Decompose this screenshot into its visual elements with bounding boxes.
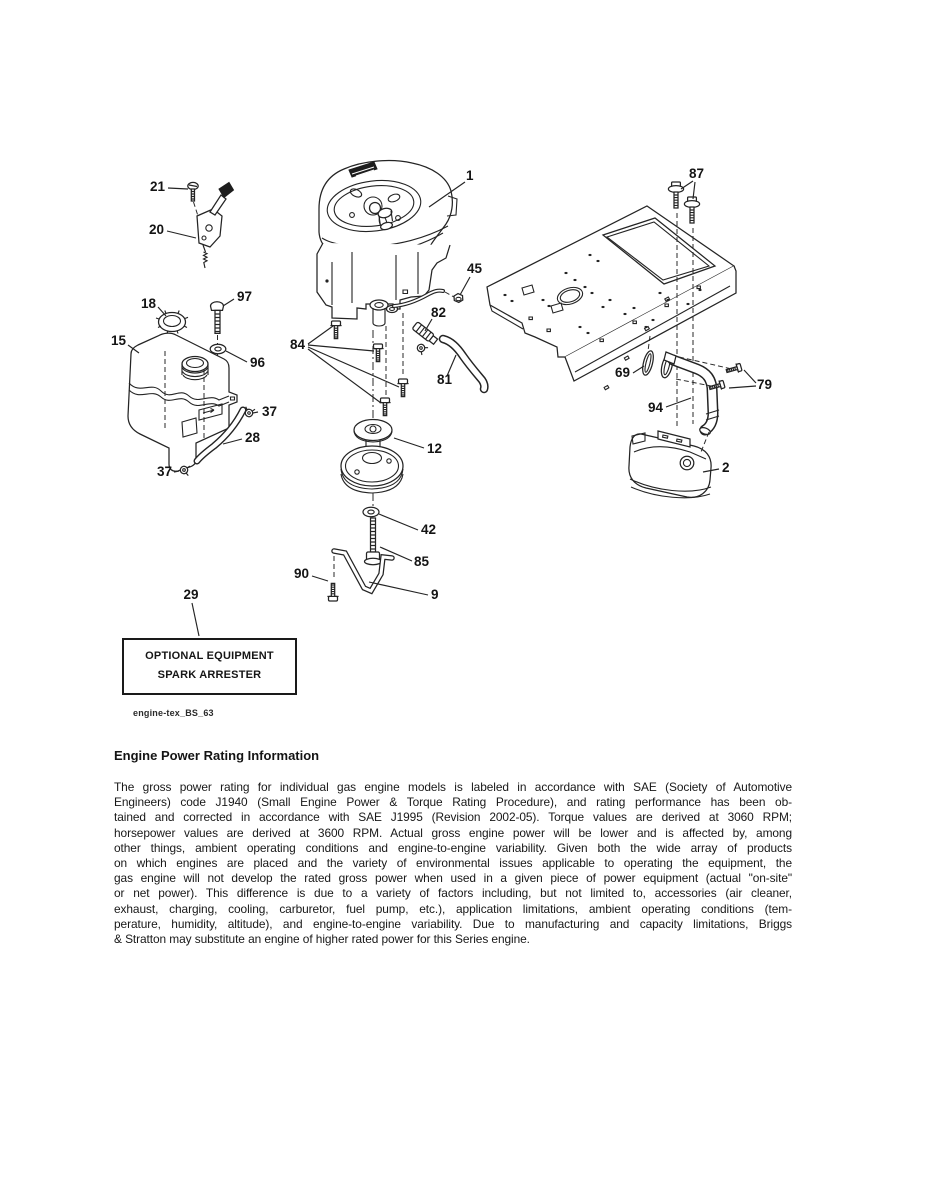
- paragraph-line: & Stratton may substitute an engine of higher rated power for this Series engine.: [114, 931, 530, 946]
- figure-caption: engine-tex_BS_63: [133, 708, 214, 718]
- callout-85: 85: [414, 554, 430, 569]
- engine-drawing: [317, 161, 484, 421]
- optional-equipment-box: [122, 638, 297, 695]
- paragraph-line: other things, ambient operating conditions and engine-to-engine variability. Given both the wide array of products: [114, 840, 792, 855]
- paragraph-line: exhaust, charging, cooling, carburetor, fuel pump, etc.), application limitations, ambient operating conditions (tem-: [114, 901, 792, 916]
- callout-28: 28: [245, 430, 261, 445]
- section-heading: Engine Power Rating Information: [114, 748, 320, 763]
- paragraph-line: perature, humidity, altitude), and engine-to-engine variability. Due to manufacturing and capacity limitations, Briggs: [114, 916, 792, 931]
- callout-94: 94: [647, 400, 663, 415]
- callout-12: 12: [427, 441, 443, 456]
- paragraph-line: The gross power rating for individual gas engine models is labeled in accordance with SAE (Society of Automotive: [114, 780, 792, 794]
- callout-2: 2: [722, 460, 730, 475]
- callout-20: 20: [148, 222, 164, 237]
- callout-29: 29: [183, 587, 199, 602]
- paragraph-line: tained and corrected in accordance with SAE J1995 (Revision 2002-05). Torque values are derived at 3060 RPM;: [114, 810, 792, 825]
- paragraph-line: or net power). This difference is due to a variety of factors including, but not limited to, accessories (air cleaner,: [114, 886, 792, 901]
- callout-87: 87: [689, 166, 705, 181]
- pulley-drawing: [327, 420, 403, 602]
- throttle-control-drawing: [188, 182, 234, 268]
- callout-9: 9: [431, 587, 439, 602]
- callout-82: 82: [431, 305, 447, 320]
- callout-15: 15: [110, 333, 126, 348]
- callout-79: 79: [757, 377, 773, 392]
- paragraph-line: on which engines are placed and the variety of environmental issues applicable to operating the equipment, the: [114, 855, 792, 870]
- callout-45: 45: [467, 261, 483, 276]
- paragraph-line: Engineers) code J1940 (Small Engine Power & Torque Rating Procedure), and rating performance has been ob-: [114, 795, 792, 810]
- engine-power-rating-section: [114, 748, 792, 947]
- callout-18: 18: [140, 296, 156, 311]
- frame-plate-drawing: [487, 182, 736, 428]
- callout-81: 81: [436, 372, 452, 387]
- paragraph-line: gas engine will not develop the rated gross power when used in a given piece of power equipment (actual "on-site": [114, 871, 792, 886]
- section-paragraph: [114, 780, 792, 947]
- spark-arrester-label: SPARK ARRESTER: [157, 669, 262, 681]
- callout-69: 69: [614, 365, 630, 380]
- paragraph-line: horsepower values are derived at 3600 RPM. Actual gross engine power will be lower and is affected by, among: [114, 825, 792, 840]
- optional-equipment-label: OPTIONAL EQUIPMENT: [145, 650, 274, 662]
- callout-37-upper: 37: [262, 404, 278, 419]
- callout-97: 97: [237, 289, 253, 304]
- callout-84: 84: [289, 337, 305, 352]
- callout-21: 21: [149, 179, 165, 194]
- callout-96: 96: [250, 355, 266, 370]
- callout-37-lower: 37: [156, 464, 172, 479]
- callout-42: 42: [421, 522, 437, 537]
- callout-1: 1: [466, 168, 474, 183]
- callout-90: 90: [293, 566, 309, 581]
- fuel-tank-drawing: [128, 302, 255, 476]
